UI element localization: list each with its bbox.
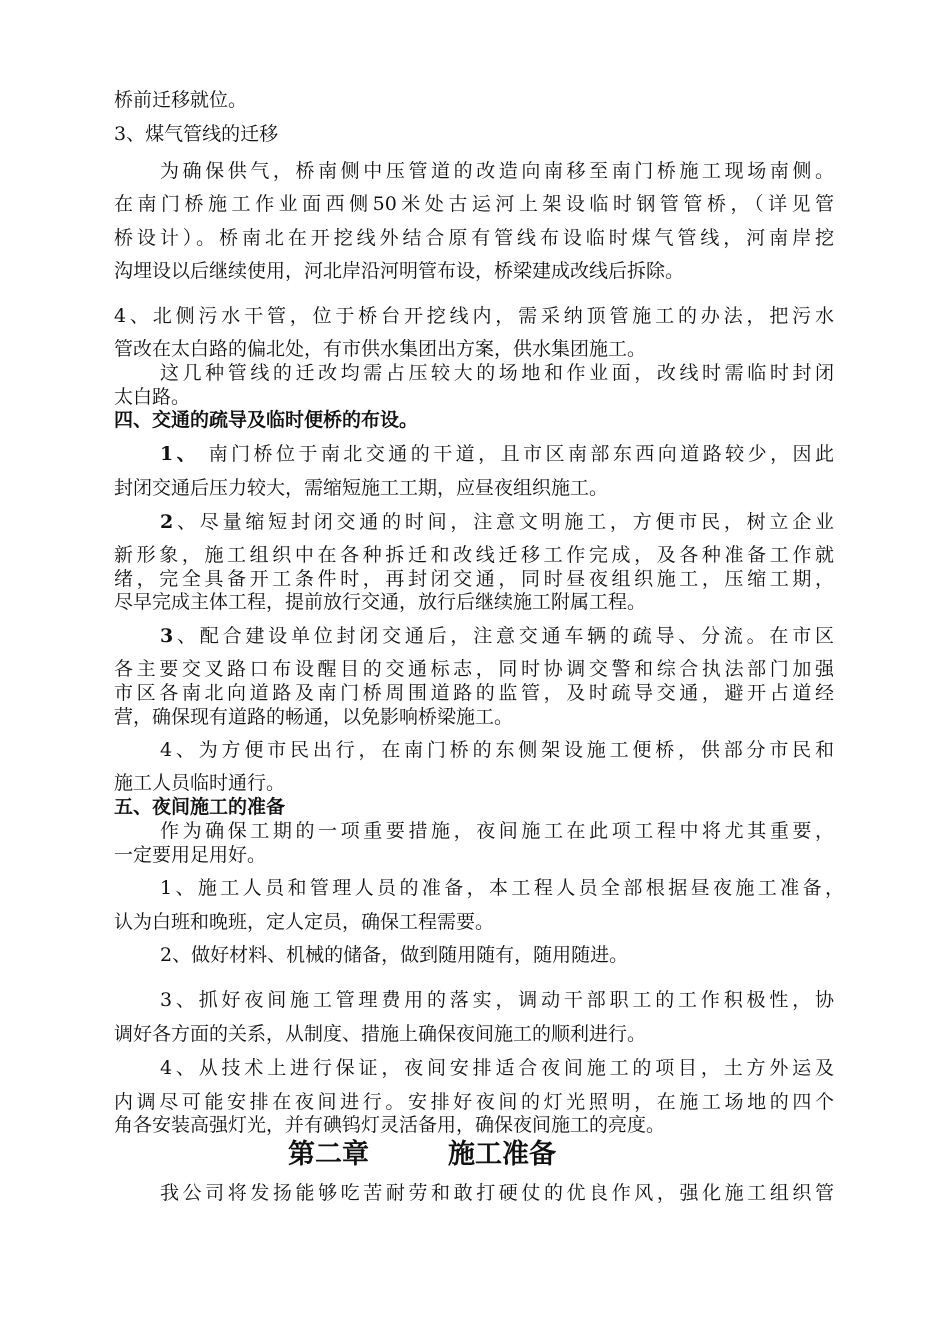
text-line: 营，确保现有道路的畅通，以免影响桥梁施工。	[114, 706, 514, 728]
text-line: 尽早完成主体工程，提前放行交通，放行后继续施工附属工程。	[114, 591, 647, 613]
item-number: 1、	[160, 443, 200, 465]
text-line: 作为确保工期的一项重要措施，夜间施工在此项工程中将尤其重要，	[160, 820, 834, 842]
text-line: 3、煤气管线的迁移	[114, 123, 279, 145]
item-text: 南门桥位于南北交通的干道，且市区南部东西向道路较少，因此	[199, 443, 834, 465]
text-line: 认为白班和晚班，定人定员，确保工程需要。	[114, 911, 495, 933]
text-line: 为确保供气，桥南侧中压管道的改造向南移至南门桥施工现场南侧。	[160, 160, 834, 182]
text-line: 沟埋设以后继续使用，河北岸沿河明管布设，桥梁建成改线后拆除。	[114, 260, 685, 282]
text-line: 2、做好材料、机械的储备，做到随用随有，随用随进。	[160, 944, 629, 966]
text-line: 桥设计）。桥南北在开挖线外结合原有管线布设临时煤气管线，河南岸挖	[114, 227, 834, 249]
text-line: 这几种管线的迁改均需占压较大的场地和作业面，改线时需临时封闭	[160, 362, 834, 384]
text-line: 4、从技术上进行保证，夜间安排适合夜间施工的项目，土方外运及	[160, 1057, 834, 1079]
text-line: 4、为方便市民出行，在南门桥的东侧架设施工便桥，供部分市民和	[160, 739, 834, 761]
text-line: 管改在太白路的偏北处，有市供水集团出方案，供水集团施工。	[114, 338, 647, 360]
text-line: 调好各方面的关系，从制度、措施上确保夜间施工的顺利进行。	[114, 1023, 647, 1045]
item-text: 、配合建设单位封闭交通后，注意交通车辆的疏导、分流。在市区	[173, 625, 834, 647]
text-line: 3、抓好夜间施工管理费用的落实，调动干部职工的工作积极性，协	[160, 989, 834, 1011]
text-line: 新形象，施工组织中在各种拆迁和改线迁移工作完成，及各种准备工作就	[114, 544, 834, 566]
text-line: 绪，完全具备开工条件时，再封闭交通，同时昼夜组织施工，压缩工期，	[114, 568, 834, 590]
chapter-title: 施工准备	[448, 1139, 556, 1170]
text-line	[160, 510, 834, 534]
text-line: 市区各南北向道路及南门桥周围道路的监管，及时疏导交通，避开占道经	[114, 682, 834, 704]
section-heading: 四、交通的疏导及临时便桥的布设。	[114, 409, 419, 431]
text-line: 1、施工人员和管理人员的准备，本工程人员全部根据昼夜施工准备，	[160, 877, 844, 899]
text-line: 内调尽可能安排在夜间进行。安排好夜间的灯光照明，在施工场地的四个	[114, 1091, 834, 1113]
text-line: 各主要交叉路口布设醒目的交通标志，同时协调交警和综合执法部门加强	[114, 658, 834, 680]
text-line: 封闭交通后压力较大，需缩短施工工期，应昼夜组织施工。	[114, 477, 609, 499]
item-number: 3	[160, 625, 174, 647]
chapter-number: 第二章	[288, 1139, 369, 1170]
text-line: 我公司将发扬能够吃苦耐劳和敢打硬仗的优良作风，强化施工组织管	[160, 1182, 834, 1204]
text-line: 在南门桥施工作业面西侧50米处古运河上架设临时钢管管桥，（详见管	[114, 193, 834, 215]
text-line	[160, 442, 834, 466]
section-heading: 五、夜间施工的准备	[114, 796, 286, 818]
text-line: 角各安装高强灯光，并有碘钨灯灵活备用，确保夜间施工的亮度。	[114, 1114, 666, 1136]
text-line: 一定要用足用好。	[114, 844, 267, 866]
text-line: 4、北侧污水干管，位于桥台开挖线内，需采纳顶管施工的办法，把污水	[114, 305, 834, 327]
text-line: 太白路。	[114, 386, 191, 408]
text-line: 桥前迁移就位。	[114, 89, 248, 111]
item-number: 2	[160, 511, 174, 533]
text-line: 施工人员临时通行。	[114, 772, 286, 794]
text-line	[160, 624, 834, 648]
item-text: 、尽量缩短封闭交通的时间，注意文明施工，方便市民，树立企业	[173, 511, 834, 533]
